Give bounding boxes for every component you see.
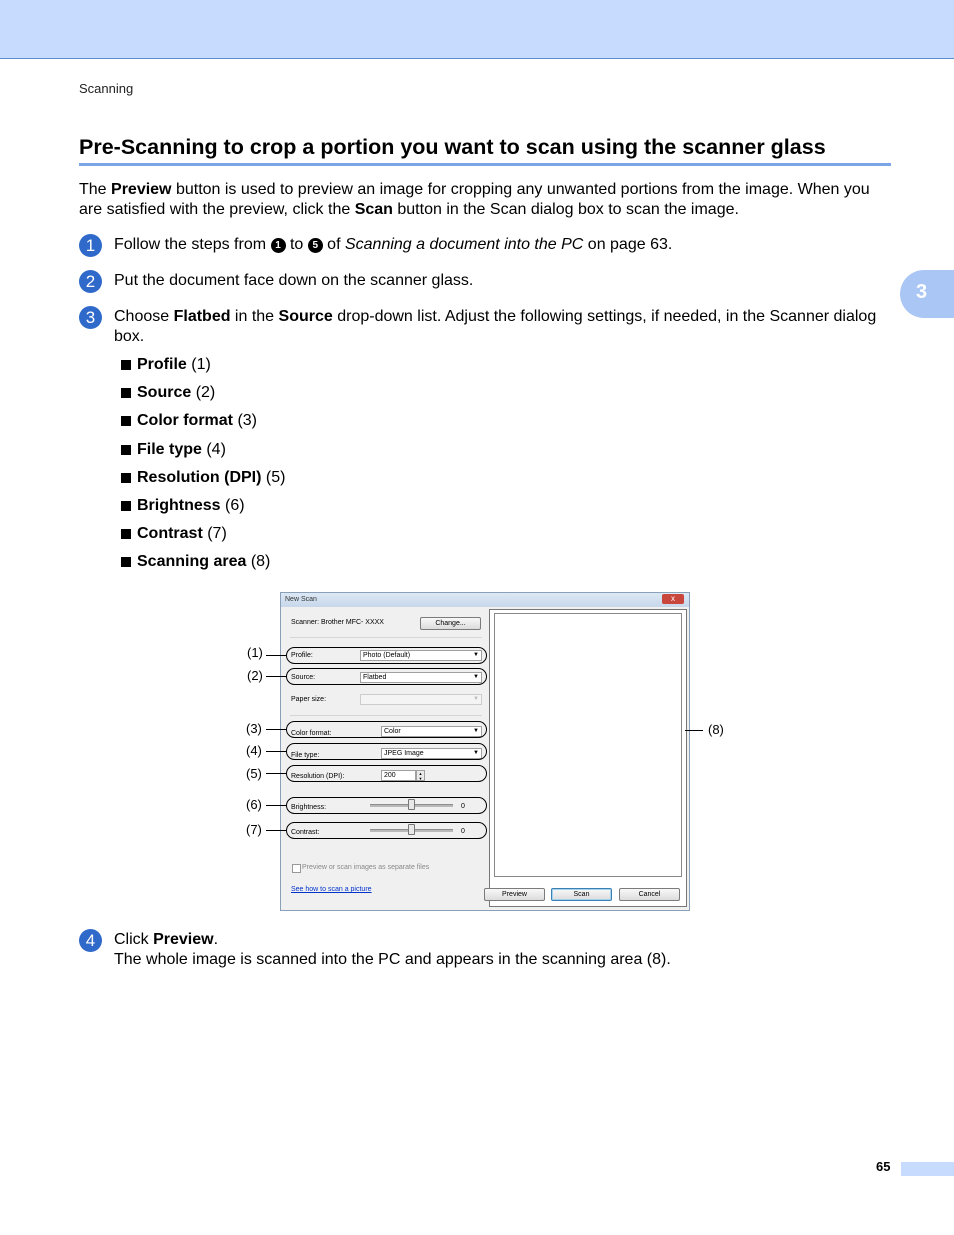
square-bullet-icon (121, 445, 131, 455)
callout-oval-profile (286, 647, 487, 664)
step-1 (79, 235, 894, 255)
scanning-area (489, 609, 687, 907)
callout-leader (266, 676, 286, 677)
list-item: Source (2) (121, 382, 285, 410)
contrast-value: 0 (461, 828, 465, 835)
divider (290, 715, 482, 716)
help-link[interactable]: See how to scan a picture (291, 886, 372, 893)
step-number-badge: 2 (79, 270, 102, 293)
change-button[interactable]: Change... (420, 617, 481, 630)
list-item: Color format (3) (121, 410, 285, 438)
color-format-label: Color format: (291, 730, 332, 737)
section-title: Pre-Scanning to crop a portion you want to scan using the scanner glass (79, 135, 891, 166)
separate-files-label: Preview or scan images as separate files (302, 864, 430, 871)
file-type-dropdown[interactable]: JPEG Image ▼ (381, 748, 482, 759)
top-header-band (0, 0, 954, 59)
square-bullet-icon (121, 388, 131, 398)
brightness-label: Brightness: (291, 804, 327, 811)
divider (290, 637, 482, 638)
scan-button[interactable]: Scan (551, 888, 612, 901)
step-ref-badge: 5 (308, 238, 323, 253)
paper-size-dropdown[interactable] (360, 694, 482, 705)
step-text: Put the document face down on the scanner glass. (114, 272, 474, 289)
profile-label: Profile: (291, 652, 313, 659)
list-item: Contrast (7) (121, 523, 285, 551)
running-header: Scanning (79, 81, 134, 96)
callout-label: (6) (246, 797, 262, 812)
callout-oval-contrast (286, 822, 487, 839)
step-3 (79, 307, 894, 347)
contrast-label: Contrast: (291, 829, 320, 836)
callout-leader (266, 830, 286, 831)
callout-leader (266, 751, 286, 752)
square-bullet-icon (121, 416, 131, 426)
step-number-badge: 4 (79, 929, 102, 952)
chevron-down-icon: ▼ (473, 750, 479, 756)
step-text: Click Preview. The whole image is scanned into the PC and appears in the scanning area (8). (114, 931, 671, 968)
dialog-titlebar (281, 593, 689, 607)
cross-reference-link[interactable]: Scanning a document into the PC (344, 236, 584, 253)
step-number-badge: 1 (79, 234, 102, 257)
paper-size-label: Paper size: (291, 696, 327, 703)
step-ref-badge: 1 (271, 238, 286, 253)
callout-label: (1) (247, 645, 263, 660)
dialog-title: New Scan (285, 596, 317, 603)
square-bullet-icon (121, 529, 131, 539)
callout-leader (266, 655, 286, 656)
intro-paragraph: The Preview button is used to preview an image for cropping any unwanted portions from the image. When you are satisfied with the preview, click the Scan button in the Scan dialog box to scan the image. (79, 181, 870, 218)
resolution-label: Resolution (DPI): (291, 773, 345, 780)
list-item: Scanning area (8) (121, 551, 285, 579)
callout-oval-color-format (286, 721, 487, 738)
square-bullet-icon (121, 360, 131, 370)
step-text: Follow the steps from 1 to 5 of Scanning a document into the PC on page 63. (114, 236, 673, 253)
callout-oval-resolution (286, 765, 487, 782)
settings-list (121, 354, 285, 580)
callout-label: (3) (246, 721, 262, 736)
list-item: File type (4) (121, 439, 285, 467)
cancel-button[interactable]: Cancel (619, 888, 680, 901)
step-number-badge: 3 (79, 306, 102, 329)
preview-button[interactable]: Preview (484, 888, 545, 901)
chevron-down-icon: ▼ (473, 728, 479, 734)
callout-label: (7) (246, 822, 262, 837)
step-2 (79, 271, 894, 291)
square-bullet-icon (121, 473, 131, 483)
step-text: Choose Flatbed in the Source drop-down list. Adjust the following settings, if needed, in the Scanner dialog box. (114, 308, 877, 345)
scanner-label: Scanner: Brother MFC- XXXX (291, 619, 384, 626)
footer-band (901, 1162, 954, 1176)
preview-image-area (494, 613, 682, 877)
chevron-down-icon: ▼ (473, 674, 479, 680)
callout-leader (266, 805, 286, 806)
callout-label: (2) (247, 668, 263, 683)
page-number: 65 (876, 1159, 891, 1174)
chevron-down-icon: ▼ (473, 696, 479, 702)
chapter-tab (900, 270, 954, 318)
step-4 (79, 930, 894, 970)
square-bullet-icon (121, 501, 131, 511)
callout-leader (266, 729, 286, 730)
chapter-number: 3 (916, 281, 928, 303)
callout-label: (8) (708, 722, 724, 737)
square-bullet-icon (121, 557, 131, 567)
source-dropdown[interactable]: Flatbed ▼ (360, 672, 482, 683)
chevron-down-icon: ▼ (473, 652, 479, 658)
close-icon[interactable]: x (662, 594, 684, 604)
list-item: Profile (1) (121, 354, 285, 382)
brightness-value: 0 (461, 803, 465, 810)
list-item: Resolution (DPI) (5) (121, 467, 285, 495)
callout-label: (4) (246, 743, 262, 758)
callout-oval-source (286, 668, 487, 685)
resolution-stepper[interactable]: ▲ ▼ (416, 770, 425, 781)
callout-leader (685, 730, 703, 731)
list-item: Brightness (6) (121, 495, 285, 523)
source-label: Source: (291, 674, 316, 681)
callout-leader (266, 773, 286, 774)
color-format-dropdown[interactable]: Color ▼ (381, 726, 482, 737)
profile-dropdown[interactable]: Photo (Default) ▼ (360, 650, 482, 661)
callout-oval-brightness (286, 797, 487, 814)
file-type-label: File type: (291, 752, 320, 759)
callout-label: (5) (246, 766, 262, 781)
resolution-input[interactable]: 200 (381, 770, 416, 781)
callout-oval-file-type (286, 743, 487, 760)
separate-files-checkbox[interactable] (292, 864, 301, 873)
